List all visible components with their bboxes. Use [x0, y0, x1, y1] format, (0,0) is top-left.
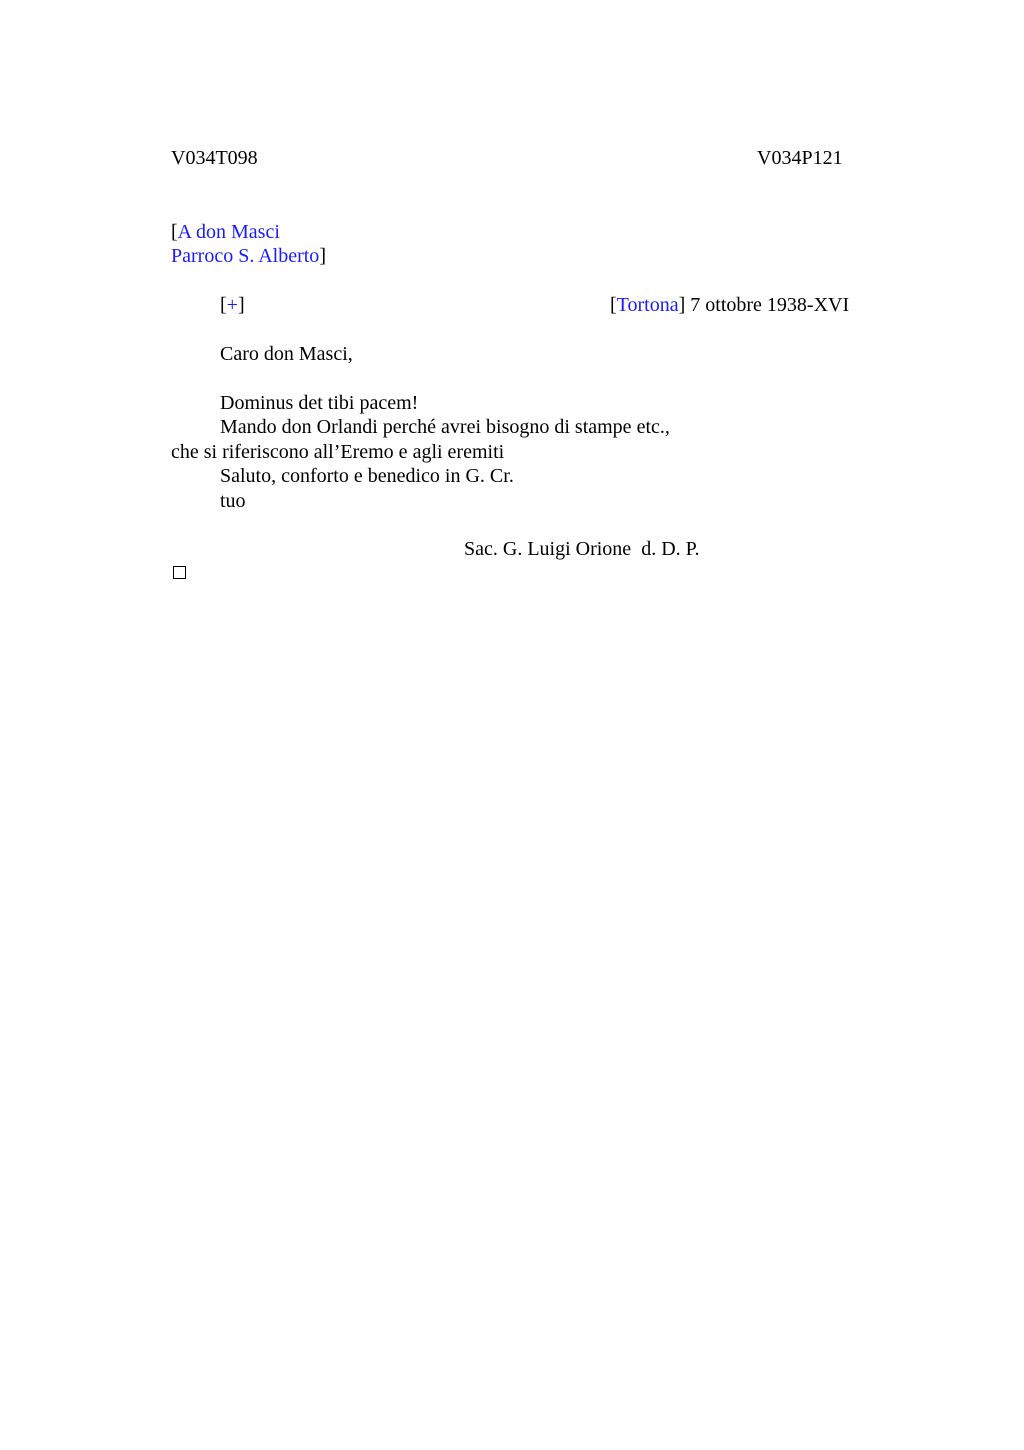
letter-line: tuo	[220, 490, 246, 512]
document-code-left: V034T098	[171, 147, 258, 169]
place-link[interactable]: Tortona	[616, 294, 679, 316]
document-code-right: V034P121	[757, 147, 843, 169]
letter-line: che si riferiscono all’Eremo e agli eremiti	[171, 441, 505, 463]
addressee-name-link[interactable]: A don Masci	[177, 221, 280, 243]
addressee-title-link[interactable]: Parroco S. Alberto	[171, 245, 320, 267]
bracket-close: ]	[319, 245, 326, 267]
cross-link[interactable]: +	[226, 294, 238, 316]
letter-line: Saluto, conforto e benedico in G. Cr.	[220, 465, 514, 487]
bracket-open: [	[171, 221, 178, 243]
addressee-line-2	[171, 244, 326, 268]
dateline: [Tortona] 7 ottobre 1938-XVI	[610, 294, 850, 316]
letter-line: Dominus det tibi pacem!	[220, 392, 419, 414]
cross-mark: [+]	[220, 294, 245, 316]
letter-line: Mando don Orlandi perché avrei bisogno di stampe etc.,	[220, 416, 670, 438]
date-text: 7 ottobre 1938-XVI	[685, 294, 850, 316]
addressee-line-1	[171, 220, 280, 244]
signature: Sac. G. Luigi Orione d. D. P.	[464, 538, 700, 560]
end-marker-box-icon	[173, 566, 186, 579]
salutation: Caro don Masci,	[220, 343, 353, 365]
